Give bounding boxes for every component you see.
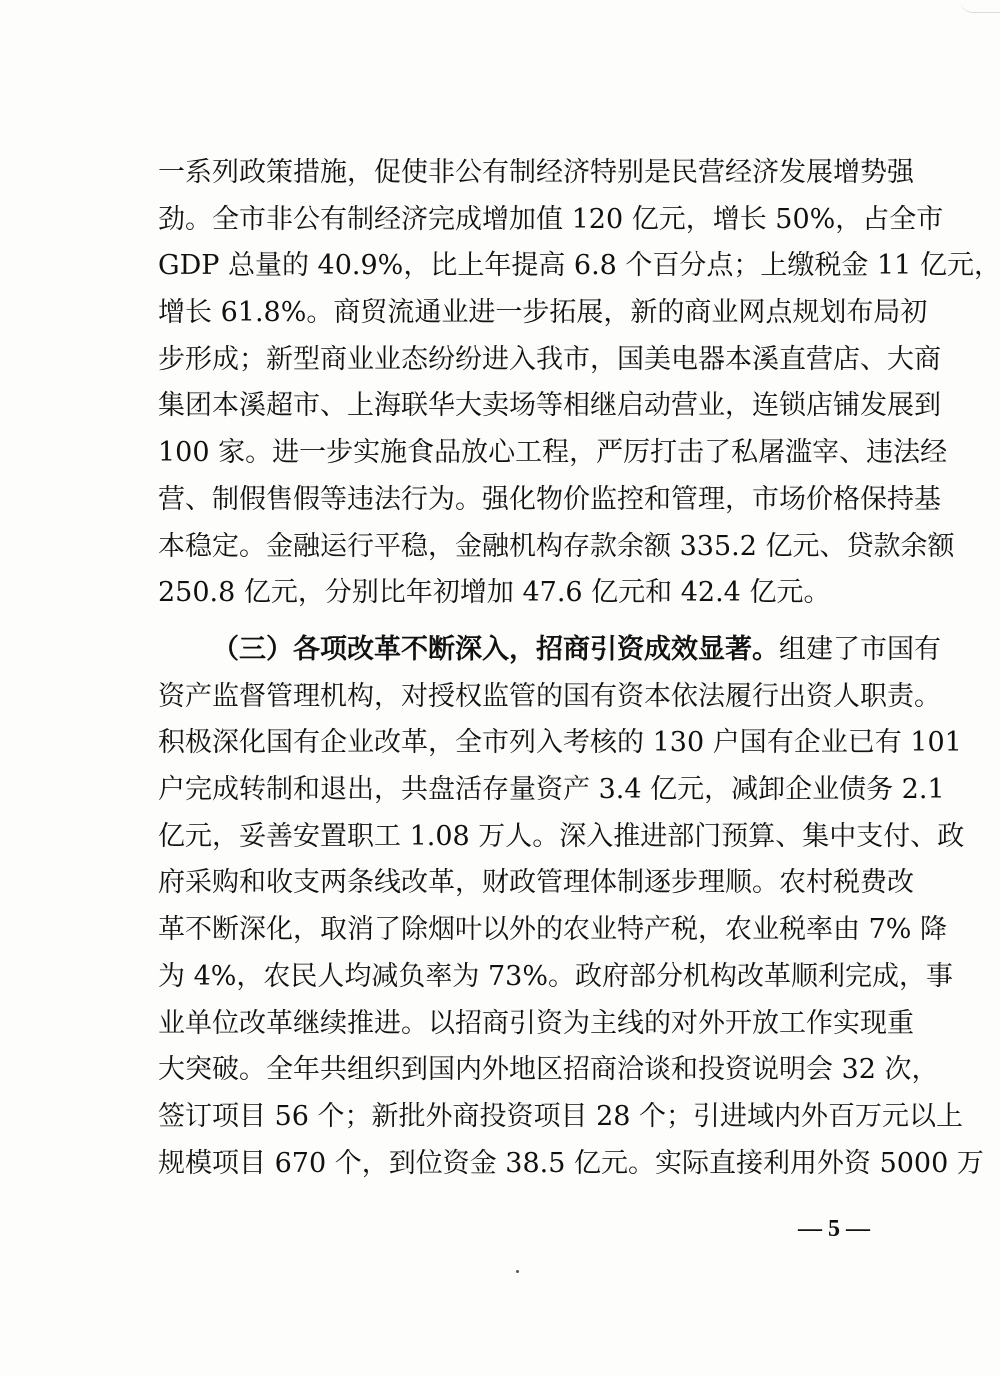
text-line: 100 家。进一步实施食品放心工程，严厉打击了私屠滥宰、违法经 xyxy=(158,437,948,469)
text-line: 为 4%，农民人均减负率为 73%。政府部分机构改革顺利完成，事 xyxy=(158,960,954,992)
text-line: 签订项目 56 个；新批外商投资项目 28 个；引进域内外百万元以上 xyxy=(158,1100,964,1132)
text-line: 增长 61.8%。商贸流通业进一步拓展，新的商业网点规划布局初 xyxy=(158,297,928,329)
section-heading-continuation: 组建了市国有 xyxy=(779,634,941,665)
text-line: 业单位改革继续推进。以招商引资为主线的对外开放工作实现重 xyxy=(158,1007,914,1039)
text-line: GDP 总量的 40.9%，比上年提高 6.8 个百分点；上缴税金 11 亿元， xyxy=(158,250,1001,282)
text-line: 一系列政策措施，促使非公有制经济特别是民营经济发展增势强 xyxy=(158,157,914,188)
section-heading: （三）各项改革不断深入，招商引资成效显著。 xyxy=(212,634,779,665)
text-line: 府采购和收支两条线改革，财政管理体制逐步理顺。农村税费改 xyxy=(158,867,914,899)
text-line: 集团本溪超市、上海联华大卖场等相继启动营业，连锁店铺发展到 xyxy=(158,390,941,422)
section-first-line xyxy=(158,627,941,674)
scan-speck xyxy=(516,1270,519,1273)
page-number: — 5 — xyxy=(798,1216,870,1242)
text-line: 亿元，妥善安置职工 1.08 万人。深入推进部门预算、集中支付、政 xyxy=(158,820,965,852)
paragraph-reform xyxy=(158,627,984,1187)
text-line: 积极深化国有企业改革，全市列入考核的 130 户国有企业已有 101 xyxy=(158,727,962,759)
text-line: 规模项目 670 个，到位资金 38.5 亿元。实际直接利用外资 5000 万 xyxy=(158,1147,984,1179)
text-line: 250.8 亿元，分别比年初增加 47.6 亿元和 42.4 亿元。 xyxy=(158,577,831,609)
text-line: 革不断深化，取消了除烟叶以外的农业特产税，农业税率由 7% 降 xyxy=(158,914,947,946)
paragraph-economy xyxy=(158,150,1001,617)
text-line: 步形成；新型商业业态纷纷进入我市，国美电器本溪直营店、大商 xyxy=(158,343,941,375)
text-line: 营、制假售假等违法行为。强化物价监控和管理，市场价格保持基 xyxy=(158,483,941,515)
text-line: 本稳定。金融运行平稳，金融机构存款余额 335.2 亿元、贷款余额 xyxy=(158,530,955,562)
text-line: 劲。全市非公有制经济完成增加值 120 亿元，增长 50%，占全市 xyxy=(158,203,944,235)
text-line: 大突破。全年共组织到国内外地区招商洽谈和投资说明会 32 次， xyxy=(158,1054,939,1086)
text-line: 资产监督管理机构，对授权监管的国有资本依法履行出资人职责。 xyxy=(158,680,941,712)
text-line: 户完成转制和退出，共盘活存量资产 3.4 亿元，减卸企业债务 2.1 xyxy=(158,774,945,806)
scan-edge-mark xyxy=(960,0,1000,13)
